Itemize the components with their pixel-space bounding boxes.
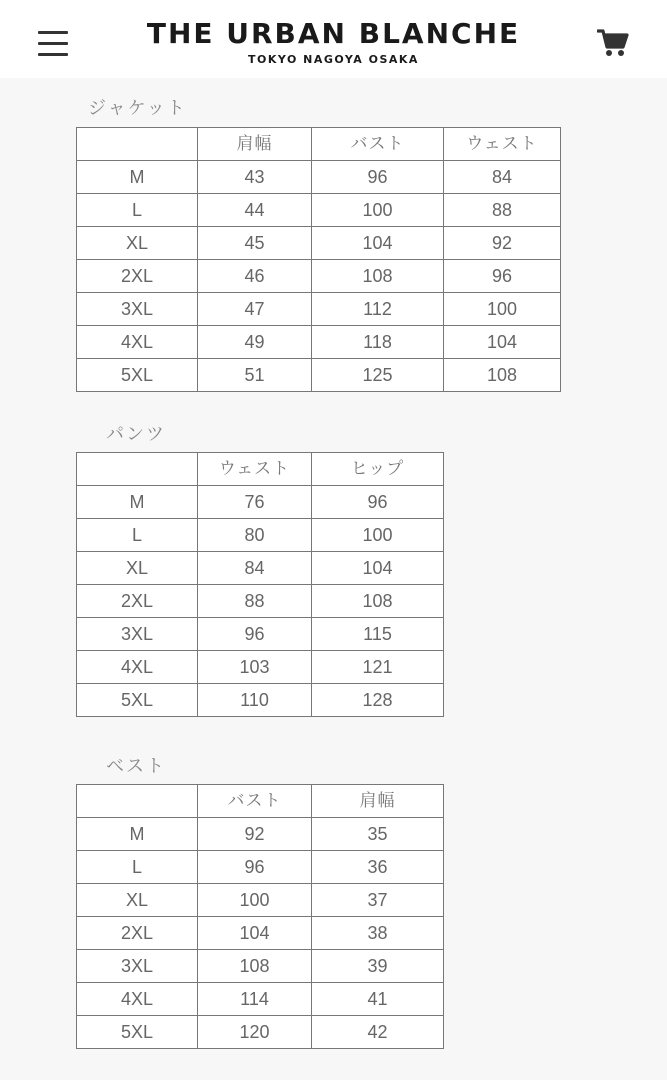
table-cell: 43 [198,161,312,194]
table-cell: 104 [312,227,444,260]
table-row [77,983,444,1016]
size-cell: 2XL [77,260,198,293]
table-header-cell: ウェスト [444,128,561,161]
table-header-cell: 肩幅 [312,785,444,818]
table-header-row [77,453,444,486]
table-cell: 88 [444,194,561,227]
table-cell: 112 [312,293,444,326]
table-cell: 100 [312,194,444,227]
table-header-cell [77,785,198,818]
table-row [77,359,561,392]
size-cell: L [77,194,198,227]
table-cell: 45 [198,227,312,260]
site-header [0,0,667,78]
table-row [77,851,444,884]
size-cell: L [77,519,198,552]
size-cell: 2XL [77,585,198,618]
size-cell: 4XL [77,326,198,359]
table-row [77,194,561,227]
table-cell: 100 [198,884,312,917]
table-header-cell: ヒップ [312,453,444,486]
table-cell: 46 [198,260,312,293]
table-cell: 92 [444,227,561,260]
table-row [77,585,444,618]
table-cell: 84 [444,161,561,194]
table-cell: 36 [312,851,444,884]
size-cell: XL [77,227,198,260]
section-title-vest: ベスト [106,756,166,777]
table-header-cell [77,453,198,486]
table-header-row [77,128,561,161]
size-cell: 3XL [77,618,198,651]
table-row [77,519,444,552]
table-header-cell: バスト [198,785,312,818]
table-cell: 92 [198,818,312,851]
table-cell: 96 [312,161,444,194]
table-cell: 51 [198,359,312,392]
table-row [77,884,444,917]
size-cell: 5XL [77,359,198,392]
table-row [77,161,561,194]
table-cell: 84 [198,552,312,585]
section-title-pants: パンツ [106,424,166,445]
size-cell: 3XL [77,293,198,326]
table-cell: 41 [312,983,444,1016]
table-cell: 103 [198,651,312,684]
table-row [77,1016,444,1049]
table-header-cell: ウェスト [198,453,312,486]
table-header-cell [77,128,198,161]
table-cell: 110 [198,684,312,717]
table-cell: 108 [312,260,444,293]
size-cell: M [77,818,198,851]
size-cell: XL [77,552,198,585]
table-cell: 128 [312,684,444,717]
table-row [77,618,444,651]
table-cell: 108 [198,950,312,983]
table-header-row [77,785,444,818]
table-cell: 100 [312,519,444,552]
table-cell: 104 [198,917,312,950]
brand-subtitle: TOKYO NAGOYA OSAKA [248,53,419,66]
size-cell: 4XL [77,651,198,684]
table-cell: 121 [312,651,444,684]
table-row [77,326,561,359]
table-cell: 47 [198,293,312,326]
table-cell: 96 [312,486,444,519]
table-cell: 115 [312,618,444,651]
section-title-jacket: ジャケット [88,98,187,119]
size-cell: 3XL [77,950,198,983]
table-cell: 100 [444,293,561,326]
size-table-vest [76,784,444,1049]
table-cell: 49 [198,326,312,359]
table-cell: 104 [444,326,561,359]
table-header-cell: 肩幅 [198,128,312,161]
brand-logo[interactable] [0,16,667,67]
size-cell: 5XL [77,684,198,717]
shopping-cart-icon[interactable] [597,28,629,58]
table-cell: 108 [312,585,444,618]
table-cell: 44 [198,194,312,227]
table-cell: 104 [312,552,444,585]
table-cell: 108 [444,359,561,392]
table-row [77,552,444,585]
size-chart-content [0,78,667,1080]
table-row [77,293,561,326]
table-cell: 35 [312,818,444,851]
table-row [77,818,444,851]
table-cell: 120 [198,1016,312,1049]
table-header-cell: バスト [312,128,444,161]
table-cell: 88 [198,585,312,618]
table-row [77,260,561,293]
table-cell: 125 [312,359,444,392]
table-cell: 96 [198,851,312,884]
table-cell: 38 [312,917,444,950]
size-table-pants [76,452,444,717]
size-cell: XL [77,884,198,917]
size-cell: M [77,161,198,194]
table-cell: 37 [312,884,444,917]
table-cell: 39 [312,950,444,983]
size-cell: 5XL [77,1016,198,1049]
table-row [77,651,444,684]
table-row [77,684,444,717]
table-cell: 76 [198,486,312,519]
table-cell: 118 [312,326,444,359]
brand-title: THE URBAN BLANCHE [146,17,521,50]
table-cell: 114 [198,983,312,1016]
table-cell: 96 [444,260,561,293]
table-cell: 96 [198,618,312,651]
table-row [77,950,444,983]
table-cell: 42 [312,1016,444,1049]
size-cell: M [77,486,198,519]
size-table-jacket [76,127,561,392]
table-row [77,486,444,519]
table-row [77,917,444,950]
size-cell: L [77,851,198,884]
size-cell: 4XL [77,983,198,1016]
table-cell: 80 [198,519,312,552]
size-cell: 2XL [77,917,198,950]
table-row [77,227,561,260]
